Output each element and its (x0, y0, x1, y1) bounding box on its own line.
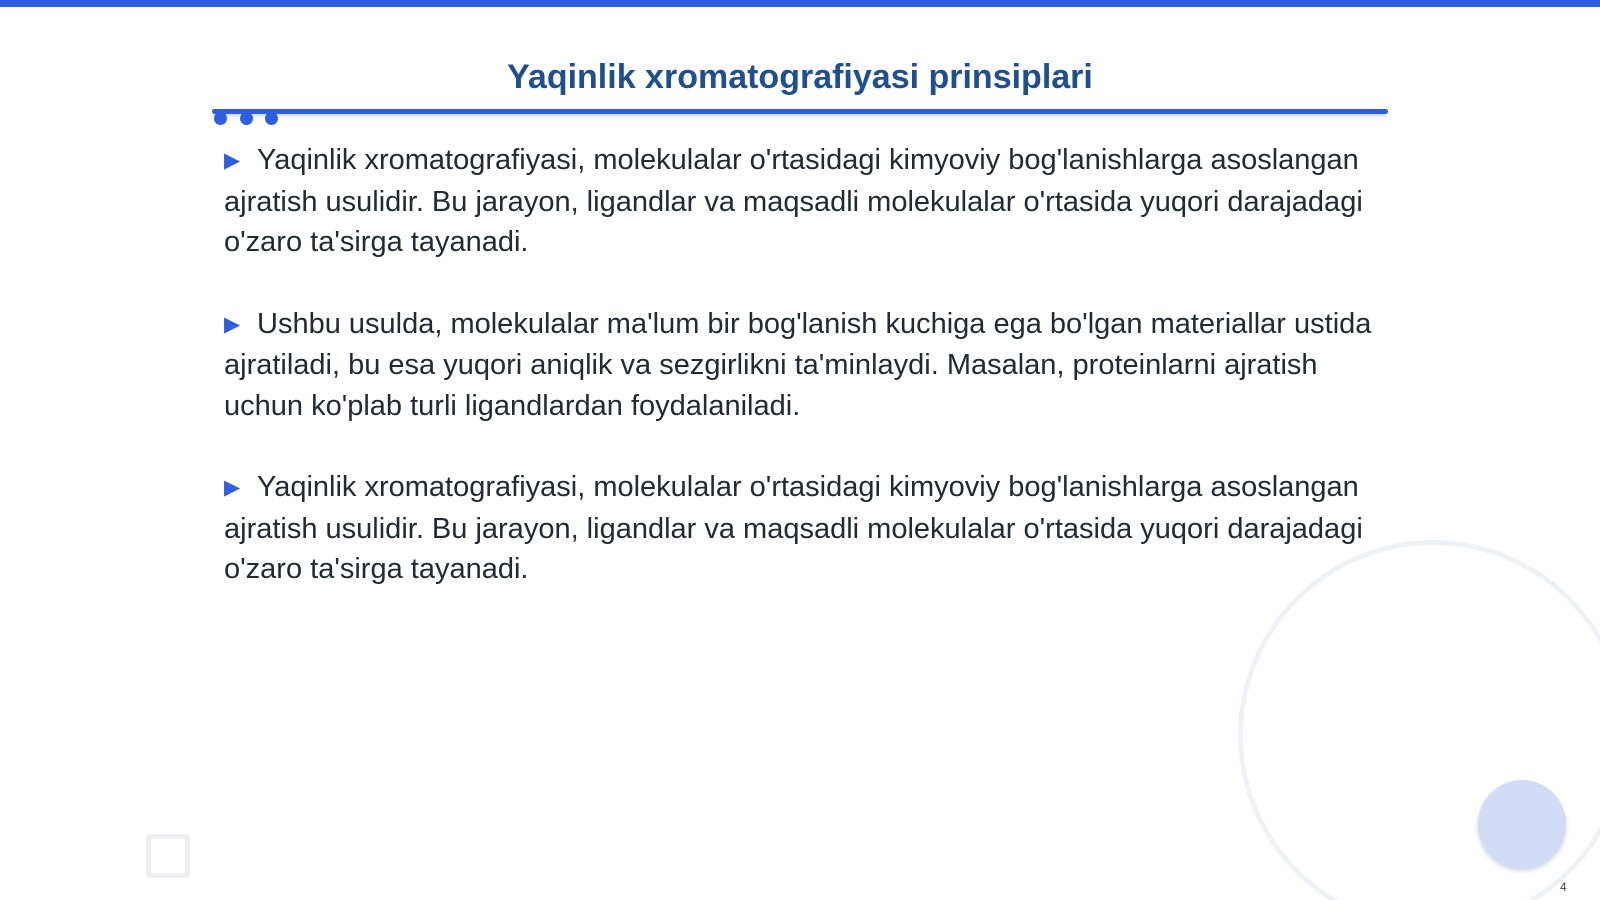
paragraph-text: Yaqinlik xromatografiyasi, molekulalar o'rtasidagi kimyoviy bog'lanishlarga asoslangan ajratish usulidir. Bu jarayon, ligandlar va maqsadli molekulalar o'rtasida yuqori darajadagi o'zaro ta'sirga tayanadi. (224, 144, 1363, 258)
bullet-paragraph (224, 140, 1384, 263)
bullet-list (224, 140, 1384, 631)
bullet-arrow-icon: ▶ (224, 149, 241, 172)
slide-title: Yaqinlik xromatografiyasi prinsiplari (507, 58, 1093, 96)
bullet-paragraph (224, 467, 1384, 590)
decorative-circle (1478, 780, 1566, 868)
top-accent-bar (0, 0, 1600, 7)
bullet-arrow-icon: ▶ (224, 476, 241, 499)
page-number: 4 (1560, 880, 1567, 894)
decorative-square (146, 834, 190, 878)
underline-dot (265, 112, 278, 125)
bullet-paragraph (224, 304, 1384, 427)
paragraph-text: Ushbu usulda, molekulalar ma'lum bir bog'lanish kuchiga ega bo'lgan materiallar ustida ajratiladi, bu esa yuqori aniqlik va sezgirlikni ta'minlaydi. Masalan, proteinlarni ajratish uchun ko'plab turli ligandlardan foydalaniladi. (224, 307, 1372, 422)
underline-dot (240, 112, 253, 125)
bullet-arrow-icon: ▶ (224, 312, 241, 336)
paragraph-text: Yaqinlik xromatografiyasi, molekulalar o'rtasidagi kimyoviy bog'lanishlarga asoslangan ajratish usulidir. Bu jarayon, ligandlar va maqsadli molekulalar o'rtasida yuqori darajadagi o'zaro ta'sirga tayanadi. (224, 471, 1363, 585)
title-underline (212, 109, 1388, 114)
underline-dot (214, 112, 227, 125)
